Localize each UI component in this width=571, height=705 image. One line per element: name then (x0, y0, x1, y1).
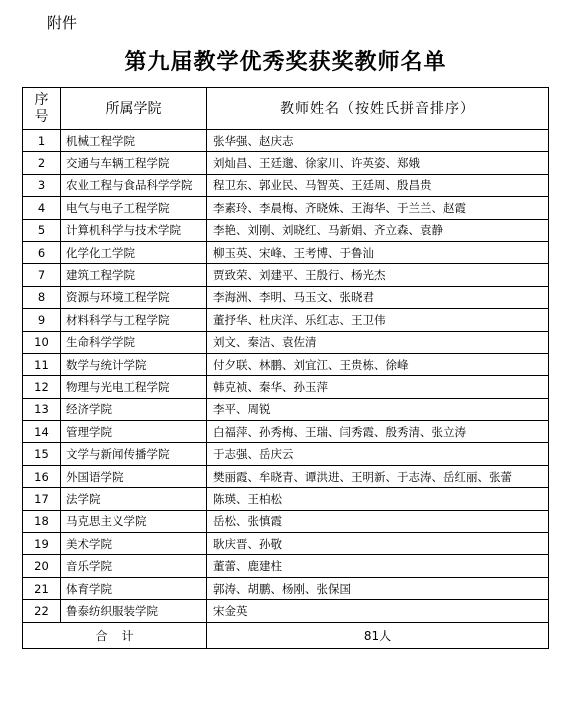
table-row (23, 152, 549, 174)
row-names: 董抒华、杜庆洋、乐红志、王卫伟 (207, 309, 549, 331)
table-row (23, 376, 549, 398)
row-college: 交通与车辆工程学院 (61, 152, 207, 174)
table-row (23, 443, 549, 465)
header-college: 所属学院 (61, 88, 207, 130)
row-num: 5 (23, 219, 61, 241)
row-num: 9 (23, 309, 61, 331)
table-row (23, 465, 549, 487)
row-num: 11 (23, 353, 61, 375)
row-num: 8 (23, 286, 61, 308)
row-names: 于志强、岳庆云 (207, 443, 549, 465)
row-college: 外国语学院 (61, 465, 207, 487)
document-title: 第九届教学优秀奖获奖教师名单 (124, 49, 447, 75)
row-num: 16 (23, 465, 61, 487)
row-names: 董蕾、鹿建柱 (207, 555, 549, 577)
attachment-label: 附件 (47, 14, 78, 32)
row-college: 美术学院 (61, 533, 207, 555)
row-names: 陈瑛、王柏松 (207, 488, 549, 510)
table-row (23, 174, 549, 196)
row-names: 郭涛、胡鹏、杨刚、张保国 (207, 577, 549, 599)
row-names: 白福萍、孙秀梅、王瑞、闫秀霞、殷秀清、张立涛 (207, 421, 549, 443)
row-college: 化学化工学院 (61, 241, 207, 263)
table-row (23, 488, 549, 510)
row-names: 李素玲、李晨梅、齐晓姝、王海华、于兰兰、赵霞 (207, 197, 549, 219)
row-college: 电气与电子工程学院 (61, 197, 207, 219)
row-college: 体育学院 (61, 577, 207, 599)
row-names: 韩克祯、秦华、孙玉萍 (207, 376, 549, 398)
row-num: 15 (23, 443, 61, 465)
table-row (23, 353, 549, 375)
row-college: 材料科学与工程学院 (61, 309, 207, 331)
row-college: 文学与新闻传播学院 (61, 443, 207, 465)
row-names: 樊丽霞、牟晓青、谭洪进、王明新、于志涛、岳红丽、张蕾 (207, 465, 549, 487)
header-num-text: 序号 (34, 91, 49, 125)
table-row (23, 130, 549, 152)
table-row (23, 219, 549, 241)
table-row (23, 555, 549, 577)
row-names: 李平、周锐 (207, 398, 549, 420)
row-num: 10 (23, 331, 61, 353)
row-names: 耿庆晋、孙敬 (207, 533, 549, 555)
row-num: 14 (23, 421, 61, 443)
row-num: 1 (23, 130, 61, 152)
row-college: 生命科学学院 (61, 331, 207, 353)
row-num: 19 (23, 533, 61, 555)
row-names: 柳玉英、宋峰、王考博、于鲁汕 (207, 241, 549, 263)
row-names: 岳松、张慎霞 (207, 510, 549, 532)
row-num: 3 (23, 174, 61, 196)
row-names: 张华强、赵庆志 (207, 130, 549, 152)
table-row (23, 286, 549, 308)
table-row (23, 577, 549, 599)
table-row (23, 309, 549, 331)
row-num: 18 (23, 510, 61, 532)
header-names: 教师姓名（按姓氏拼音排序） (207, 88, 549, 130)
total-label: 合计 (95, 628, 148, 643)
row-college: 数学与统计学院 (61, 353, 207, 375)
row-names: 李艳、刘刚、刘晓红、马新娟、齐立森、袁静 (207, 219, 549, 241)
table-row (23, 398, 549, 420)
table-row (23, 533, 549, 555)
row-num: 12 (23, 376, 61, 398)
total-label-cell (23, 622, 207, 648)
row-college: 法学院 (61, 488, 207, 510)
row-college: 农业工程与食品科学学院 (61, 174, 207, 196)
row-names: 李海洲、李明、马玉文、张晓君 (207, 286, 549, 308)
table-footer-row (23, 622, 549, 648)
row-num: 2 (23, 152, 61, 174)
table-row (23, 264, 549, 286)
table-body (23, 130, 549, 623)
row-college: 管理学院 (61, 421, 207, 443)
row-num: 21 (23, 577, 61, 599)
row-names: 贾致荣、刘建平、王殷行、杨光杰 (207, 264, 549, 286)
row-college: 建筑工程学院 (61, 264, 207, 286)
total-value: 81人 (207, 622, 549, 648)
table-header-row (23, 88, 549, 130)
row-college: 鲁泰纺织服装学院 (61, 600, 207, 622)
row-num: 6 (23, 241, 61, 263)
table-row (23, 421, 549, 443)
row-num: 4 (23, 197, 61, 219)
award-teachers-table (22, 87, 549, 649)
row-names: 付夕联、林鹏、刘宜江、王贵栋、徐峰 (207, 353, 549, 375)
row-college: 资源与环境工程学院 (61, 286, 207, 308)
row-names: 刘灿昌、王廷邈、徐家川、许英姿、郑娥 (207, 152, 549, 174)
row-college: 经济学院 (61, 398, 207, 420)
table-row (23, 241, 549, 263)
row-college: 物理与光电工程学院 (61, 376, 207, 398)
row-num: 17 (23, 488, 61, 510)
header-num (23, 88, 61, 130)
row-num: 20 (23, 555, 61, 577)
row-college: 马克思主义学院 (61, 510, 207, 532)
row-names: 程卫东、郭业民、马智英、王廷周、殷昌贵 (207, 174, 549, 196)
row-num: 13 (23, 398, 61, 420)
row-names: 刘文、秦洁、袁佐清 (207, 331, 549, 353)
row-college: 机械工程学院 (61, 130, 207, 152)
table-row (23, 600, 549, 622)
table-row (23, 510, 549, 532)
table-row (23, 331, 549, 353)
row-num: 22 (23, 600, 61, 622)
row-num: 7 (23, 264, 61, 286)
row-names: 宋金英 (207, 600, 549, 622)
row-college: 音乐学院 (61, 555, 207, 577)
table-row (23, 197, 549, 219)
row-college: 计算机科学与技术学院 (61, 219, 207, 241)
